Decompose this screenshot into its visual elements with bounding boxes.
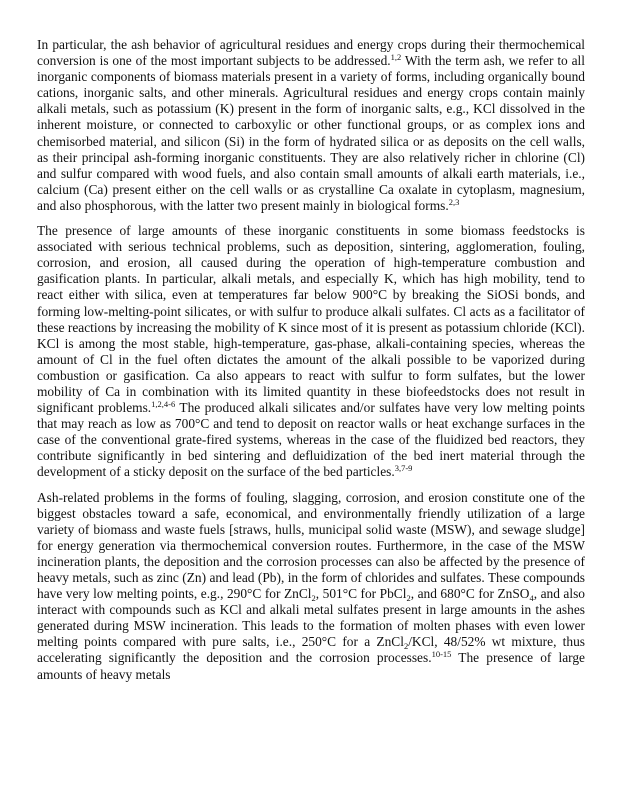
- paragraph-text: The produced alkali silicates and/or sulfates have very low melting points that may reach as low as 700°C and tend to deposit on reactor walls or heat exchange surfaces in the case of the conventional grate-fired systems, whereas in the case of the fluidized bed reactors, they contribute significantly in bed sintering and defluidization of the bed inert material through the development of a sticky deposit on the surface of the bed particles.: [37, 400, 585, 480]
- paragraph-text: /KCl, 48/52% wt mixture, thus accelerating significantly the deposition and the corrosion processes.: [37, 634, 585, 666]
- paragraph: [37, 490, 585, 683]
- paragraph-text: The presence of large amounts of heavy metals: [37, 650, 586, 682]
- citation-superscript: 1,2: [390, 52, 402, 63]
- citation-superscript: 3,7-9: [394, 463, 413, 474]
- chemical-subscript: 4: [529, 593, 534, 604]
- paragraph: [37, 37, 585, 214]
- paragraph-text: In particular, the ash behavior of agricultural residues and energy crops during their thermochemical conversion is one of the most important subjects to be addressed.: [37, 37, 585, 69]
- paragraph: [37, 223, 585, 481]
- paragraph-text: , and 680°C for ZnSO: [410, 586, 530, 602]
- document-page: [37, 37, 585, 692]
- paragraph-text: , and also interact with compounds such as KCl and alkali metal sulfates present in large amounts in the ashes generated during MSW incineration. This leads to the formation of molten phases with even lower melting points compared with pure salts, i.e., 250°C for a ZnCl: [37, 586, 585, 650]
- paragraph-text: Ash-related problems in the forms of fouling, slagging, corrosion, and erosion constitute one of the biggest obstacles toward a safe, economical, and environmentally friendly utilization of a large variety of biomass and waste fuels [straws, hulls, municipal solid waste (MSW), and sewage sludge] for energy generation via thermochemical conversion routes. Furthermore, in the case of the MSW incineration plants, the deposition and the corrosion processes can also be affected by the presence of heavy metals, such as zinc (Zn) and lead (Pb), in the form of chlorides and sulfates. These compounds have very low melting points, e.g., 290°C for ZnCl: [37, 489, 585, 602]
- chemical-subscript: 2: [403, 641, 409, 652]
- citation-superscript: 2,3: [448, 196, 460, 207]
- citation-superscript: 1,2,4-6: [151, 399, 176, 410]
- paragraph-text: , 501°C for PbCl: [315, 586, 407, 602]
- paragraph-text: With the term ash, we refer to all inorganic components of biomass materials present in a variety of forms, including organically bound cations, inorganic salts, and other minerals. Agricultural residues and energy crops contain mainly alkali metals, such as potassium (K) present in the form of inorganic salts, e.g., KCl dissolved in the inherent moisture, or connected to carboxylic or other functional groups, or as complex ions and chemisorbed material, and silicon (Si) in the form of hydrated silica or as deposits on the cell walls, as their principal ash-forming inorganic constituents. They are also relatively richer in chlorine (Cl) and sulfur compared with wood fuels, and also contain small amounts of alkali earth materials, i.e., calcium (Ca) present either on the cell walls or as crystalline Ca oxalate in cytoplasm, magnesium, and also phosphorous, with the latter two present mainly in biological forms.: [37, 53, 585, 213]
- chemical-subscript: 2: [311, 593, 316, 604]
- paragraph-text: The presence of large amounts of these inorganic constituents in some biomass feedstocks is associated with serious technical problems, such as deposition, sintering, agglomeration, fouling, corrosion, and erosion, all caused during the operation of high-temperature combustion and gasification plants. In particular, alkali metals, and especially K, which has high mobility, tend to react either with silica, even at temperatures far below 900°C by breaking the SiOSi bonds, and forming low-melting-point silicates, or with sulfur to produce alkali sulfates. Cl acts as a facilitator of these reactions by increasing the mobility of K since most of it is present as potassium chloride (KCl). KCl is among the most stable, high-temperature, gas-phase, alkali-containing species, whereas the amount of Cl in the fuel often dictates the amount of the alkali possible to be vaporized during combustion or gasification. Ca also appears to react with sulfur to form sulfates, but the lower mobility of Ca in combination with its limited quantity in these biofeedstocks does not result in significant problems.: [37, 223, 585, 416]
- citation-superscript: 10-15: [431, 649, 452, 660]
- chemical-subscript: 2: [406, 593, 411, 604]
